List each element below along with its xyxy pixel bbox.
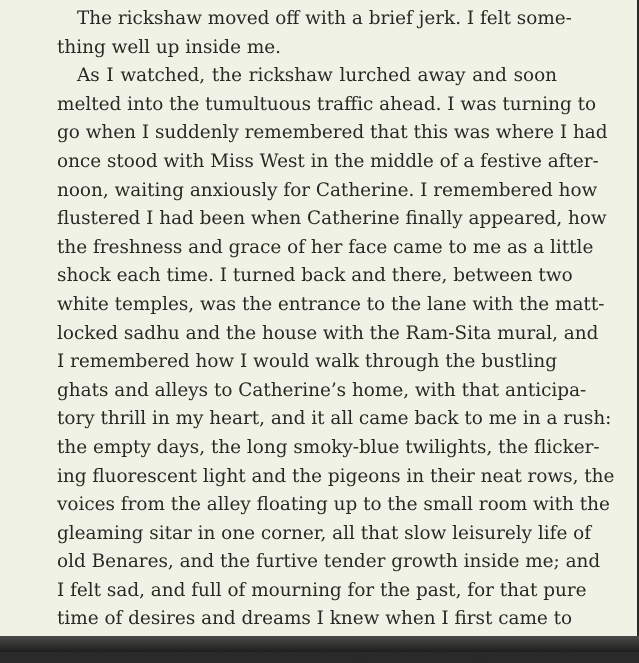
body-text (57, 5, 615, 663)
page-bottom-edge (0, 636, 639, 652)
text-line: gleaming sitar in one corner, all that slow leisurely life of (57, 522, 592, 544)
text-line: I remembered how I would walk through the bustling (57, 351, 558, 373)
text-line: flustered I had been when Catherine finally appeared, how (57, 208, 607, 230)
text-line: noon, waiting anxiously for Catherine. I remembered how (57, 179, 598, 201)
text-line: once stood with Miss West in the middle of a festive after- (57, 150, 599, 172)
text-line: time of desires and dreams I knew when I first came to (57, 608, 573, 630)
paragraph-2 (57, 62, 615, 662)
text-line: I felt sad, and full of mourning for the past, for that pure (57, 579, 587, 601)
text-line: As I watched, the rickshaw lurched away and soon (77, 65, 557, 87)
text-line: ghats and alleys to Catherine’s home, with that anticipa- (57, 379, 587, 401)
text-line: melted into the tumultuous traffic ahead. I was turning to (57, 93, 597, 115)
text-line: thing well up inside me. (57, 36, 281, 58)
text-line: go when I suddenly remembered that this was where I had (57, 122, 608, 144)
text-line: The rickshaw moved off with a brief jerk. I felt some- (77, 8, 572, 29)
text-line: locked sadhu and the house with the Ram-Sita mural, and (57, 322, 599, 344)
text-line: white temples, was the entrance to the lane with the matt- (57, 293, 605, 315)
text-line: shock each time. I turned back and there, between two (57, 265, 573, 287)
text-line: old Benares, and the furtive tender growth inside me; and (57, 551, 601, 573)
text-line: tory thrill in my heart, and it all came back to me in a rush: (57, 408, 612, 430)
paragraph-1 (57, 5, 572, 62)
text-line: ing fluorescent light and the pigeons in their neat rows, the (57, 465, 615, 487)
text-line: the empty days, the long smoky-blue twilights, the flicker- (57, 436, 600, 458)
text-line: the freshness and grace of her face came to me as a little (57, 236, 594, 258)
text-line: voices from the alley floating up to the small room with the (57, 494, 610, 516)
